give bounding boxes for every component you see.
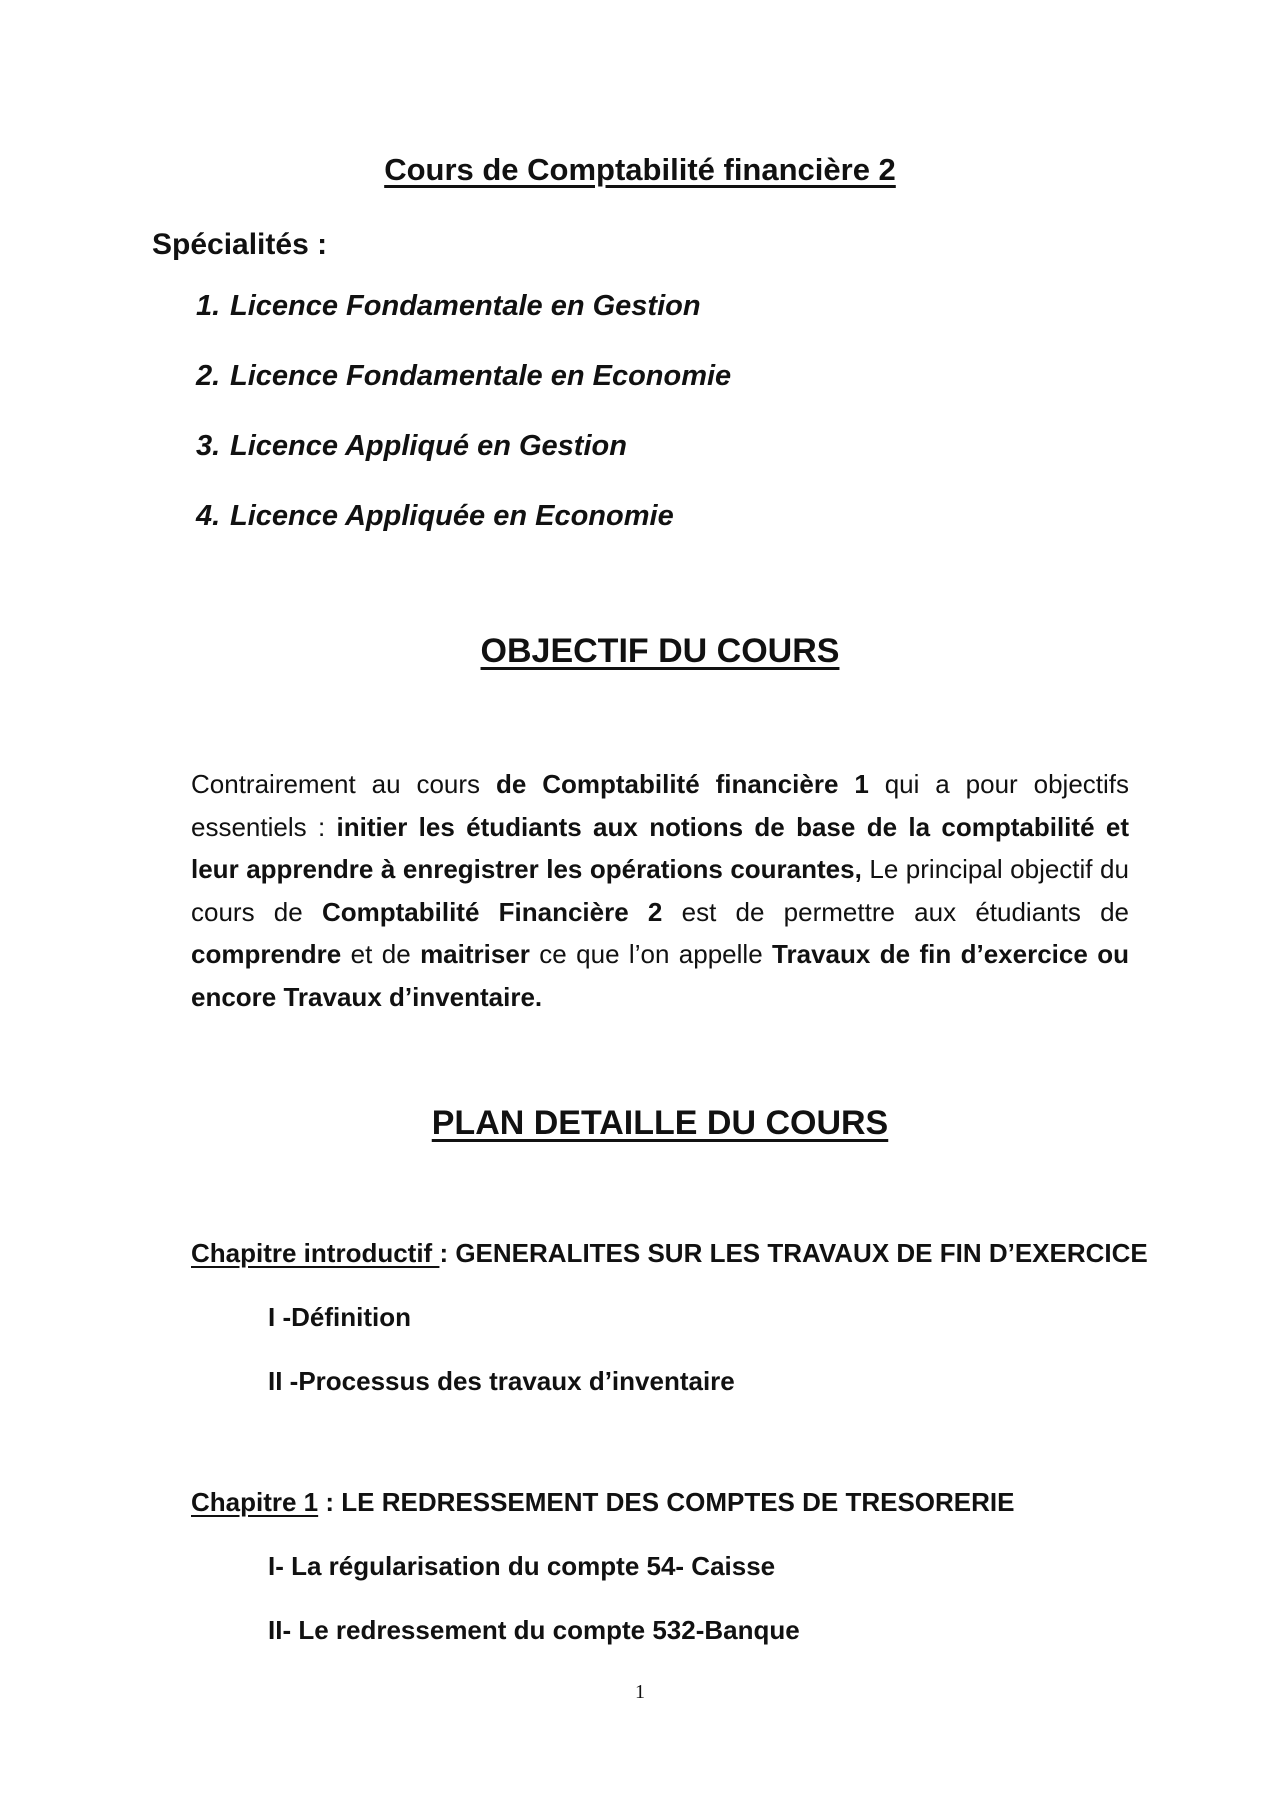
page-number: 1 [635,1681,645,1703]
list-item: 2. Licence Fondamentale en Economie [196,360,732,392]
course-title: Cours de Comptabilité financière 2 [384,152,896,187]
list-item: 3. Licence Appliqué en Gestion [196,430,627,462]
chapter-heading: Chapitre introductif : GENERALITES SUR LES TRAVAUX DE FIN D’EXERCICE [191,1238,1148,1268]
chapter-heading: Chapitre 1 : LE REDRESSEMENT DES COMPTES DE TRESORERIE [191,1487,1015,1517]
specialties-list [196,290,731,570]
list-item: 1. Licence Fondamentale en Gestion [196,290,701,322]
chapter-item: II -Processus des travaux d’inventaire [268,1366,735,1396]
list-item: 4. Licence Appliquée en Economie [196,500,674,532]
chapter-item: II- Le redressement du compte 532-Banque [268,1615,800,1645]
plan-heading: PLAN DETAILLE DU COURS [431,1104,889,1142]
specialties-label: Spécialités : [152,228,328,261]
objectif-heading: OBJECTIF DU COURS [480,632,840,670]
objectif-paragraph: Contrairement au cours de Comptabilité financière 1 qui a pour objectifs essentiels : initier les étudiants aux notions de base de la comptabilité et leur apprendre à enregistrer les opérations courantes, Le principal objectif du cours de Comptabilité Financière 2 est de permettre aux étudiants de comprendre et de maitriser ce que l’on appelle Travaux de fin d’exercice ou encore Travaux d’inventaire. [191,769,1129,1012]
chapter-item: I -Définition [268,1302,411,1332]
chapter-item: I- La régularisation du compte 54- Caisse [268,1551,776,1581]
